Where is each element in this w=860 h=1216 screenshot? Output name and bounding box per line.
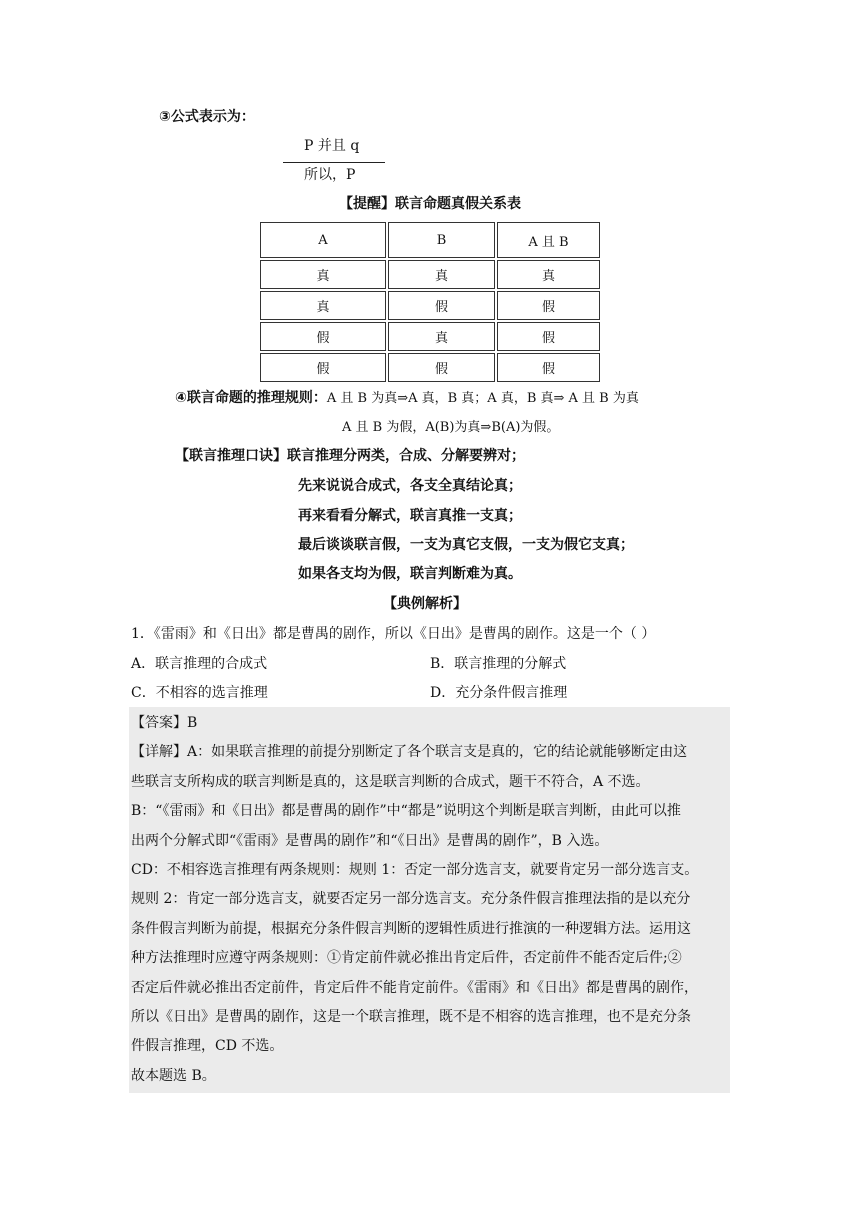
table-cell: 真 xyxy=(388,322,495,351)
rules-line-1 xyxy=(175,387,639,407)
option-c: C．不相容的选言推理 xyxy=(131,685,268,701)
table-cell: 真 xyxy=(260,291,386,320)
detail-line: 否定后件就必推出否定前件，肯定后件不能肯定前件。《雷雨》和《日出》都是曹禺的剧作， xyxy=(131,980,698,996)
formula-premise: P 并且 q xyxy=(304,138,360,154)
formula-heading: ③公式表示为： xyxy=(159,109,255,125)
table-cell: 真 xyxy=(388,260,495,289)
detail-line: 所以《日出》是曹禺的剧作，这是一个联言推理，既不是不相容的选言推理，也不是充分条 xyxy=(131,1009,691,1025)
table-header-a-and-b: A 且 B xyxy=(497,222,600,258)
detail-line: B：“《雷雨》和《日出》都是曹禺的剧作”中“都是”说明这个判断是联言判断，由此可以推 xyxy=(131,803,681,819)
table-cell: 假 xyxy=(388,353,495,382)
detail-line: 种方法推理时应遵守两条规则：①肯定前件就必推出肯定后件，否定前件不能否定后件;② xyxy=(131,950,682,966)
detail-line: 出两个分解式即“《雷雨》是曹禺的剧作”和“《日出》是曹禺的剧作”，B 入选。 xyxy=(131,833,609,849)
rules-text-1: A 且 B 为真⇒A 真，B 真；A 真，B 真⇒ A 且 B 为真 xyxy=(326,391,639,406)
table-cell: 真 xyxy=(497,260,600,289)
option-b: B．联言推理的分解式 xyxy=(430,656,567,672)
table-cell: 假 xyxy=(497,291,600,320)
mnemonic-line: 如果各支均为假，联言判断难为真。 xyxy=(298,566,522,582)
table-cell: 假 xyxy=(497,353,600,382)
table-header-b: B xyxy=(388,222,495,258)
table-cell: 真 xyxy=(260,260,386,289)
mnemonic-line: 再来看看分解式，联言真推一支真； xyxy=(298,508,522,524)
rules-label: ④联言命题的推理规则： xyxy=(175,390,327,406)
option-d: D．充分条件假言推理 xyxy=(430,685,568,701)
answer-line: 【答案】B xyxy=(131,715,198,731)
detail-line: 件假言推理，CD 不选。 xyxy=(131,1038,284,1054)
mnemonic-first-line xyxy=(175,445,525,465)
detail-line: 故本题选 B。 xyxy=(131,1068,216,1084)
detail-line: 些联言支所构成的联言判断是真的，这是联言判断的合成式，题干不符合，A 不选。 xyxy=(131,774,650,790)
mnemonic-line: 先来说说合成式，各支全真结论真； xyxy=(298,478,522,494)
truth-table xyxy=(258,220,602,384)
mnemonic-line: 联言推理分两类，合成、分解要辨对； xyxy=(287,448,525,464)
option-a: A．联言推理的合成式 xyxy=(131,656,268,672)
table-header-a: A xyxy=(260,222,386,258)
table-cell: 假 xyxy=(497,322,600,351)
detail-line: 条件假言判断为前提，根据充分条件假言判断的逻辑性质进行推演的一种逻辑方法。运用这 xyxy=(131,921,691,937)
question-stem: 1．《雷雨》和《日出》都是曹禺的剧作，所以《日出》是曹禺的剧作。这是一个（ ） xyxy=(131,626,656,642)
table-cell: 假 xyxy=(388,291,495,320)
table-cell: 假 xyxy=(260,322,386,351)
detail-line: 【详解】A：如果联言推理的前提分别断定了各个联言支是真的，它的结论就能够断定由这 xyxy=(131,744,688,760)
mnemonic-line: 最后谈谈联言假，一支为真它支假，一支为假它支真； xyxy=(298,537,634,553)
formula-conclusion: 所以，P xyxy=(304,167,356,183)
table-cell: 假 xyxy=(260,353,386,382)
detail-line: CD：不相容选言推理有两条规则：规则 1：否定一部分选言支，就要肯定另一部分选言支。 xyxy=(131,862,699,878)
detail-line: 规则 2：肯定一部分选言支，就要否定另一部分选言支。充分条件假言推理法指的是以充分 xyxy=(131,891,691,907)
rules-line-2: A 且 B 为假，A(B)为真⇒B(A)为假。 xyxy=(342,420,560,435)
mnemonic-label: 【联言推理口诀】 xyxy=(175,448,287,464)
example-title: 【典例解析】 xyxy=(383,596,467,612)
reminder-title: 【提醒】联言命题真假关系表 xyxy=(339,196,521,212)
formula-divider xyxy=(283,162,385,163)
